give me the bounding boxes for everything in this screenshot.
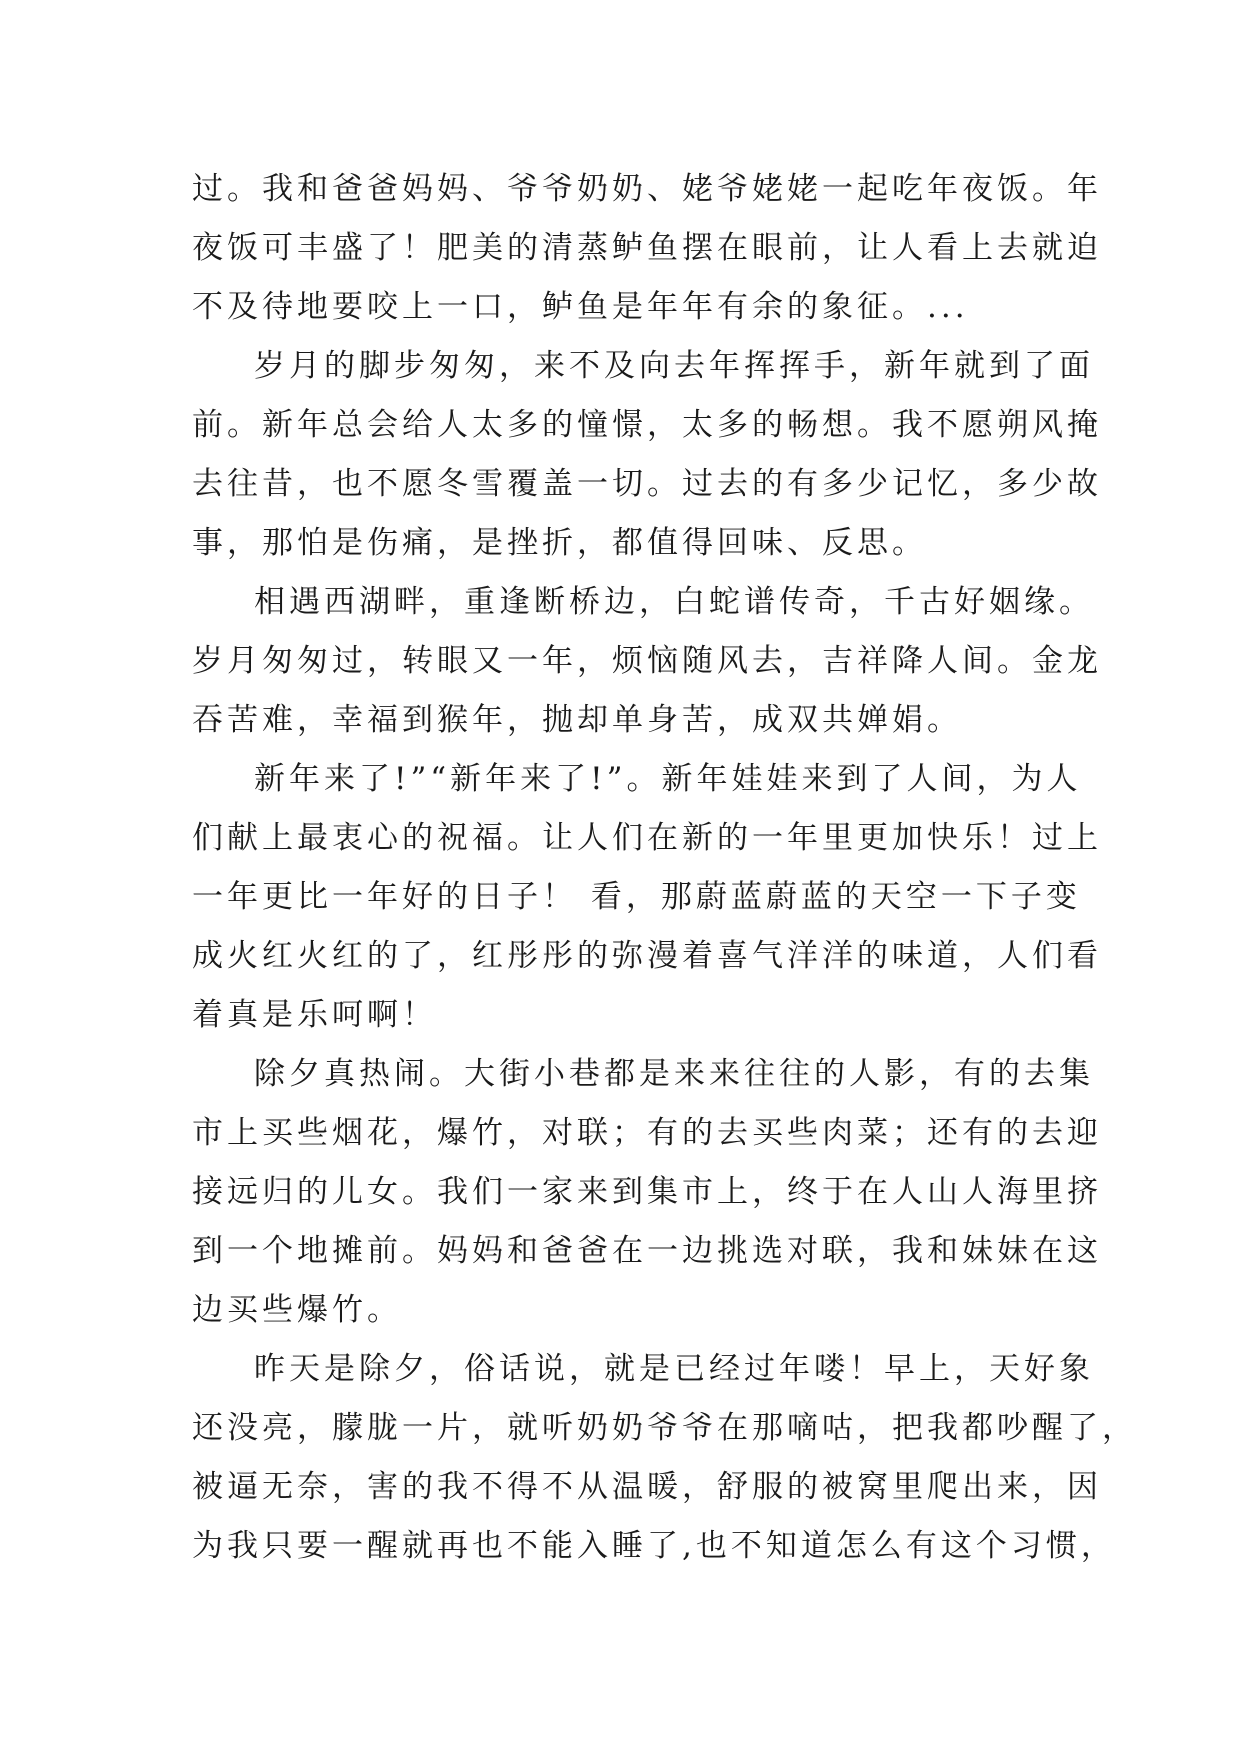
- text-line: 过。我和爸爸妈妈、爷爷奶奶、姥爷姥姥一起吃年夜饭。年: [192, 171, 1102, 207]
- text-line: 去往昔，也不愿冬雪覆盖一切。过去的有多少记忆，多少故: [192, 466, 1102, 502]
- text-line: 们献上最衷心的祝福。让人们在新的一年里更加快乐！过上: [192, 820, 1102, 856]
- text-line: 市上买些烟花，爆竹，对联；有的去买些肉菜；还有的去迎: [192, 1115, 1102, 1151]
- text-line: 岁月匆匆过，转眼又一年，烦恼随风去，吉祥降人间。金龙: [192, 643, 1102, 679]
- text-line: 为我只要一醒就再也不能入睡了,也不知道怎么有这个习惯，: [192, 1528, 1116, 1564]
- text-line: 夜饭可丰盛了！肥美的清蒸鲈鱼摆在眼前，让人看上去就迫: [192, 230, 1102, 266]
- text-line: 到一个地摊前。妈妈和爸爸在一边挑选对联，我和妹妹在这: [192, 1233, 1102, 1269]
- text-line: 不及待地要咬上一口，鲈鱼是年年有余的象征。...: [192, 289, 969, 325]
- text-line: 昨天是除夕，俗话说，就是已经过年喽！早上，天好象: [254, 1351, 1094, 1387]
- text-line: 成火红火红的了，红彤彤的弥漫着喜气洋洋的味道，人们看: [192, 938, 1102, 974]
- text-line: 前。新年总会给人太多的憧憬，太多的畅想。我不愿朔风掩: [192, 407, 1102, 443]
- text-line: 新年来了!”“新年来了!”。新年娃娃来到了人间，为人: [254, 761, 1082, 797]
- text-line: 相遇西湖畔，重逢断桥边，白蛇谱传奇，千古好姻缘。: [254, 584, 1094, 620]
- text-line: 被逼无奈，害的我不得不从温暖，舒服的被窝里爬出来，因: [192, 1469, 1102, 1505]
- text-line: 一年更比一年好的日子！ 看，那蔚蓝蔚蓝的天空一下子变: [192, 879, 1081, 915]
- text-line: 除夕真热闹。大街小巷都是来来往往的人影，有的去集: [254, 1056, 1094, 1092]
- text-line: 着真是乐呵啊！: [192, 997, 437, 1033]
- text-line: 吞苦难，幸福到猴年，抛却单身苦，成双共婵娟。: [192, 702, 962, 738]
- text-line: 岁月的脚步匆匆，来不及向去年挥挥手，新年就到了面: [254, 348, 1094, 384]
- text-line: 还没亮，朦胧一片，就听奶奶爷爷在那嘀咕，把我都吵醒了，: [192, 1410, 1137, 1446]
- document-body: [192, 160, 1137, 1576]
- text-line: 事，那怕是伤痛，是挫折，都值得回味、反思。: [192, 525, 927, 561]
- text-line: 边买些爆竹。: [192, 1292, 402, 1328]
- text-line: 接远归的儿女。我们一家来到集市上，终于在人山人海里挤: [192, 1174, 1102, 1210]
